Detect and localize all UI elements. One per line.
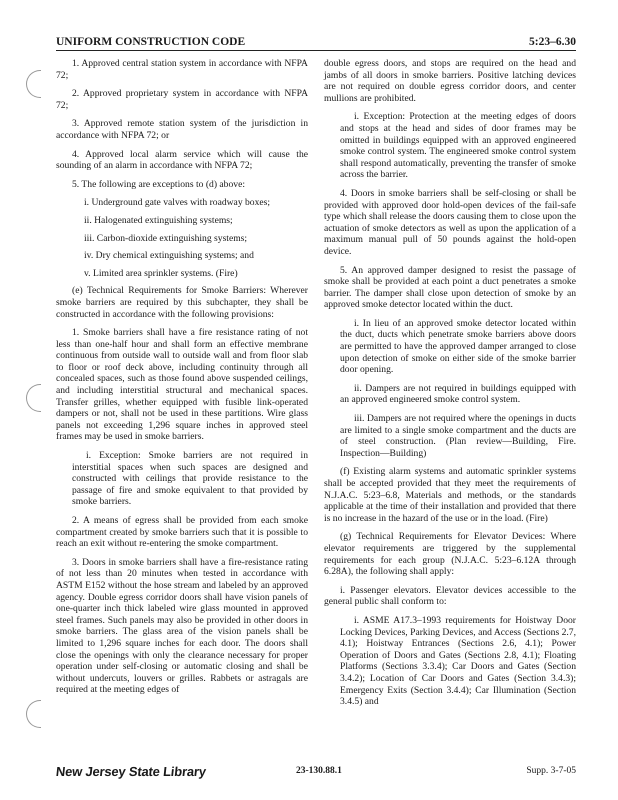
paragraph: 2. A means of egress shall be provided from each smoke compartment created by smoke barriers such that it is possible to reach an exit without re-entering the smoke compartment. [56,515,308,550]
paragraph: i. ASME A17.3–1993 requirements for Hoistway Door Locking Devices, Parking Devices, and Access (Sections 2.7, 4.1); Hoistway Entrances (Sections 2.6, 4.1); Power Operation of Doors and Gates (Sections 2.8, 4.1); Floating Platforms (Sections 3.3.4); Car Doors and Gates (Section 3.4.2); Location of Car Doors and Gates (Section 3.4.3); Emergency Exits (Section 3.4.4); Car Illumination (Section 3.4.5) and [340,614,576,708]
paragraph: 5. An approved damper designed to resist the passage of smoke shall be provided at each point a duct penetrates a smoke barrier. The damper shall close upon detection of smoke by an approved smoke detector located within the duct. [324,264,576,311]
paragraph: (g) Technical Requirements for Elevator Devices: Where elevator requirements are triggered by the supplemental requirements for each group (N.J.A.C. 5:23–6.12A through 6.28A), the following shall apply: [324,531,576,578]
paragraph: 4. Doors in smoke barriers shall be self-closing or shall be provided with approved door hold-open devices of the fail-safe type which shall release the doors causing them to close upon the actuation of smoke detectors as well as upon the application of a maximum manual pull of 50 pounds against the hold-open device. [324,187,576,257]
right-column [324,58,576,715]
paragraph: iii. Dampers are not required where the openings in ducts are limited to a single smoke compartment and the ducts are of steel construction. (Plan review—Building, Fire. Inspection—Building) [340,413,576,459]
paragraph: 3. Doors in smoke barriers shall have a fire-resistance rating of not less than 20 minutes when tested in accordance with ASTM E152 without the hose stream and labeled by an approved agency. Double egress corridor doors shall have vision panels of one-quarter inch thick labeled wire glass mounted in approved steel frames. Such panels may also be provided in other doors in smoke barriers. The glass area of the vision panels shall be limited to 1,296 square inches for each door. The doors shall close the openings with only the clearance necessary for proper operation under self-closing or automatic closing and shall be without undercuts, louvers or grilles. Rabbets or astragals are required at the meeting edges of [56,556,308,696]
paragraph: 2. Approved proprietary system in accordance with NFPA 72; [56,88,308,111]
paragraph: double egress doors, and stops are required on the head and jambs of all doors in smoke barriers. Positive latching devices are not required on double egress corridor doors, and center mullions are prohibited. [324,58,576,104]
header-section: 5:23–6.30 [529,36,576,48]
paragraph: 4. Approved local alarm service which will cause the sounding of an alarm in accordance with NFPA 72; [56,148,308,172]
list-item: v. Limited area sprinkler systems. (Fire) [84,267,238,279]
paragraph: (f) Existing alarm systems and automatic sprinkler systems shall be accepted provided that they meet the requirements of N.J.A.C. 5:23–6.8, Materials and methods, or the standards applicable at the time of their installation and provided that there is no increase in the hazard of the use or in the load. (Fire) [324,466,576,524]
paragraph: ii. Dampers are not required in buildings equipped with an approved engineered smoke control system. [340,382,576,406]
list-item: iii. Carbon-dioxide extinguishing systems; [84,232,248,244]
binding-mark-3 [26,700,41,728]
paragraph: 1. Approved central station system in accordance with NFPA 72; [56,58,308,81]
running-header [56,36,576,51]
paragraph: 3. Approved remote station system of the jurisdiction in accordance with NFPA 72; or [56,118,308,141]
binding-mark-1 [26,70,41,98]
paragraph: i. Exception: Protection at the meeting edges of doors and stops at the head and sides of door frames may be omitted in buildings equipped with an approved engineered smoke control system. The engineered smoke control system shall respond automatically, preventing the transfer of smoke across the barrier. [340,111,576,181]
paragraph: i. In lieu of an approved smoke detector located within the duct, ducts which penetrate smoke barriers above doors are permitted to have the approved damper arranged to close upon detection of smoke on either side of the smoke barrier door opening. [340,317,576,376]
paragraph: (e) Technical Requirements for Smoke Barriers: Wherever smoke barriers are required by this subchapter, they shall be constructed in accordance with the following provisions: [56,285,308,320]
binding-mark-2 [26,384,41,412]
page-code: 23-130.88.1 [296,766,342,776]
left-column [56,58,308,703]
list-item: ii. Halogenated extinguishing systems; [84,214,233,226]
paragraph: 5. The following are exceptions to (d) above: [72,178,245,190]
supplement-date: Supp. 3-7-05 [526,766,576,776]
paragraph: 1. Smoke barriers shall have a fire resistance rating of not less than one-half hour and shall form an effective membrane continuous from outside wall to outside wall and from floor slab to floor or roof deck above, including continuity through all concealed spaces, such as those found above suspended ceilings, and including interstitial structural and mechanical spaces. Transfer grilles, whether equipped with fusible link-operated dampers or not, shall not be used in these partitions. Wire glass panels not exceeding 1,296 square inches in approved steel frames may be used in smoke barriers. [56,327,308,443]
header-title: UNIFORM CONSTRUCTION CODE [56,36,246,48]
library-stamp: New Jersey State Library [55,764,207,779]
paragraph: i. Exception: Smoke barriers are not required in interstitial spaces when such spaces are designed and constructed with ceilings that provide resistance to the passage of fire and smoke equivalent to that provided by smoke barriers. [72,450,308,508]
list-item: i. Underground gate valves with roadway boxes; [84,197,271,209]
page-footer [56,764,576,784]
paragraph: i. Passenger elevators. Elevator devices accessible to the general public shall conform to: [324,584,576,608]
list-item: iv. Dry chemical extinguishing systems; and [84,250,254,262]
